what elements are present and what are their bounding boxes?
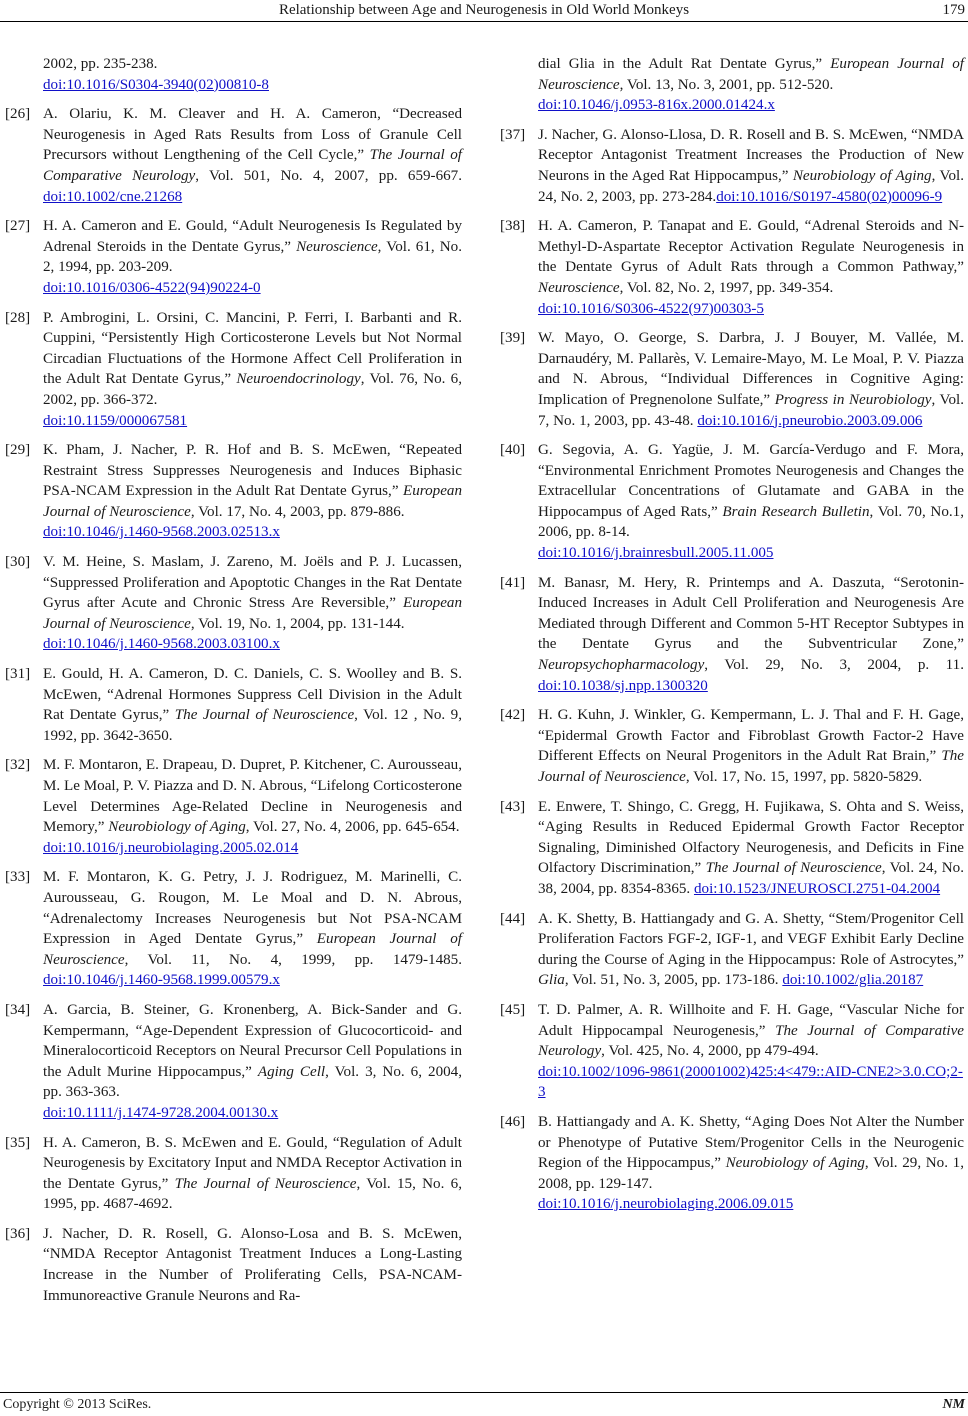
journal-title: The Journal of Neuroscience [705, 860, 882, 877]
reference-details: , Vol. 27, No. 4, 2006, pp. 645-654. [245, 819, 460, 836]
reference-number: [26] [5, 106, 31, 123]
reference-text [43, 308, 462, 432]
reference-details: , Vol. 19, No. 1, 2004, pp. 131-144. [190, 615, 405, 632]
journal-title: Neurobiology of Aging [108, 819, 246, 836]
journal-title: Neuroendocrinology [236, 371, 361, 388]
reference-details: , Vol. 29, No. 3, 2004, p. 11. [704, 657, 964, 674]
reference-citation: A. Garcia, B. Steiner, G. Kronenberg, A. Bick-Sander and G. Kempermann, “Age-Dependent Expression of Glucocorticoid- and Mineralocorticoid Receptors on Neural Precursor Cell Populations in the Adult Murine Hippocampus,” [43, 1001, 462, 1080]
reference-text [538, 909, 964, 991]
reference-details: , Vol. 7, No. 1, 2003, pp. 43-48. [538, 391, 965, 429]
reference-citation: A. Olariu, K. M. Cleaver and H. A. Cameron, “Decreased Neurogenesis in Aged Rats Results from Loss of Granule Cell Precursors without Lengthening of the Cell Cycle,” [43, 106, 462, 164]
reference-entry [5, 867, 462, 991]
journal-title: Neuroscience [296, 238, 378, 255]
doi-link[interactable]: doi:10.1016/S0197-4580(02)00096-9 [716, 188, 943, 205]
reference-details: , Vol. 29, No. 1, 2008, pp. 129-147. [538, 1155, 964, 1192]
doi-link[interactable]: doi:10.1002/glia.20187 [782, 972, 924, 989]
doi-link[interactable]: doi:10.1016/S0304-3940(02)00810-8 [43, 76, 269, 93]
reference-entry [500, 125, 964, 207]
reference-citation: M. F. Montaron, K. G. Petry, J. J. Rodriguez, M. Marinelli, C. Aurousseau, G. Rougon, M. Le Moal and D. N. Abrous, “Adrenalectomy Increases Neurogenesis but Not PSA-NCAM Expression in Aged Dentate Gyrus,” [43, 869, 462, 948]
reference-entry [500, 216, 964, 319]
reference-text [538, 125, 964, 207]
running-header-title: Relationship between Age and Neurogenesis in Old World Monkeys [278, 2, 690, 18]
doi-link[interactable]: doi:10.1038/sj.npp.1300320 [538, 677, 708, 694]
reference-list-right-column [500, 54, 964, 1215]
reference-number: [28] [5, 309, 31, 326]
reference-details: , Vol. 70, No.1, 2006, pp. 8-14. [538, 503, 964, 541]
reference-details: , Vol. 51, No. 3, 2005, pp. 173-186. [564, 972, 783, 989]
reference-text [43, 755, 462, 858]
reference-entry [5, 308, 462, 432]
reference-citation: 2002, pp. 235-238. [43, 56, 158, 72]
journal-title: The Journal of Neuroscience [174, 1175, 357, 1192]
reference-number: [40] [500, 442, 526, 459]
reference-text [43, 54, 462, 95]
reference-citation: H. A. Cameron, B. S. McEwen and E. Gould, “Regulation of Adult Neurogenesis by Excitatory Input and NMDA Receptor Activation in the Dentate Gyrus,” [43, 1134, 462, 1192]
reference-details: , Vol. 76, No. 6, 2002, pp. 366-372. [43, 371, 462, 408]
reference-number: [44] [500, 910, 526, 927]
doi-link[interactable]: doi:10.1016/j.pneurobio.2003.09.006 [697, 412, 923, 429]
reference-entry [500, 328, 964, 431]
reference-text [43, 1000, 462, 1124]
doi-link[interactable]: doi:10.1016/j.brainresbull.2005.11.005 [538, 545, 774, 562]
reference-details: , Vol. 17, No. 15, 1997, pp. 5820-5829. [685, 769, 923, 785]
header-divider [0, 21, 968, 22]
doi-link[interactable]: doi:10.1016/0306-4522(94)90224-0 [43, 279, 261, 296]
reference-details: , Vol. 501, No. 4, 2007, pp. 659-667. [195, 167, 462, 184]
reference-citation: K. Pham, J. Nacher, P. R. Hof and B. S. McEwen, “Repeated Restraint Stress Suppresses Neurogenesis and Induces Biphasic PSA-NCAM Expression in the Adult Rat Dentate Gyrus,” [43, 442, 462, 500]
reference-entry [500, 909, 964, 991]
reference-text [43, 440, 462, 543]
reference-citation: W. Mayo, O. George, S. Darbra, J. J Bouyer, M. Vallée, M. Darnaudéry, M. Pallarès, V. Lemaire-Mayo, M. Le Moal, P. V. Piazza and N. Abrous, “Individual Differences in Cognitive Aging: Implication of Pregnenolone Sulfate,” [538, 330, 964, 408]
reference-citation: T. D. Palmer, A. R. Willhoite and F. H. Gage, “Vascular Niche for Adult Hippocampal Neurogenesis,” [538, 1001, 964, 1039]
reference-text [538, 797, 964, 900]
reference-text [43, 867, 462, 991]
reference-entry [5, 1133, 462, 1215]
journal-title: The Journal of Comparative Neurology [538, 1022, 964, 1060]
reference-citation: M. F. Montaron, E. Drapeau, D. Dupret, P. Kitchener, C. Aurousseau, M. Le Moal, P. V. Piazza and D. N. Abrous, “Lifelong Corticosterone Level Determines Age-Related Decline in Neurogenesis and Memory,” [43, 757, 462, 836]
reference-text [538, 328, 964, 431]
reference-number: [27] [5, 218, 31, 235]
reference-citation: J. Nacher, G. Alonso-Llosa, D. R. Rosell and B. S. McEwen, “NMDA Receptor Antagonist Treatment Increases the Production of New Neurons in the Aged Rat Hippocampus,” [538, 126, 964, 184]
journal-title: European Journal of Neuroscience [43, 595, 462, 632]
journal-title: Neurobiology of Aging [792, 167, 932, 184]
reference-entry [500, 54, 964, 116]
doi-link[interactable]: doi:10.1016/j.neurobiolaging.2006.09.015 [538, 1196, 794, 1213]
reference-number: [35] [5, 1134, 31, 1151]
reference-text [538, 216, 964, 319]
reference-text [43, 216, 462, 298]
reference-citation: P. Ambrogini, L. Orsini, C. Mancini, P. Ferri, I. Barbanti and R. Cuppini, “Persistently High Corticosterone Levels but Not Normal Circadian Fluctuations of the Hormone Affect Cell Proliferation in the Adult Rat Dentate Gyrus,” [43, 309, 462, 388]
reference-number: [31] [5, 666, 31, 683]
reference-citation: A. K. Shetty, B. Hattiangady and G. A. Shetty, “Stem/Progenitor Cell Proliferation Factors FGF-2, IGF-1, and VEGF Exhibit Early Decline during the Course of Aging in the Hippocampus: Role of Astrocytes,” [538, 910, 964, 968]
reference-number: [43] [500, 798, 526, 815]
reference-entry [500, 1112, 964, 1215]
reference-number: [30] [5, 554, 31, 571]
doi-link[interactable]: doi:10.1046/j.1460-9568.2003.02513.x [43, 524, 280, 541]
reference-text [538, 440, 964, 564]
journal-title: Neuroscience [538, 279, 620, 296]
reference-number: [29] [5, 442, 31, 459]
reference-details: , Vol. 11, No. 4, 1999, pp. 1479-1485. [124, 951, 462, 968]
journal-title: Progress in Neurobiology [774, 391, 932, 408]
reference-number: [33] [5, 869, 31, 886]
reference-details: , Vol. 3, No. 6, 2004, pp. 363-363. [43, 1063, 462, 1101]
reference-number: [45] [500, 1001, 526, 1018]
reference-number: [46] [500, 1113, 526, 1130]
reference-entry [5, 440, 462, 543]
reference-details: , Vol. 24, No. 2, 2003, pp. 273-284. [538, 167, 964, 205]
reference-number: [39] [500, 330, 526, 347]
doi-link[interactable]: doi:10.1002/1096-9861(20001002)425:4<479::AID-CNE2>3.0.CO;2-3 [538, 1063, 963, 1101]
doi-link[interactable]: doi:10.1016/j.neurobiolaging.2005.02.014 [43, 839, 299, 856]
journal-title: The Journal of Neuroscience [538, 748, 964, 785]
journal-title: European Journal of Neuroscience [43, 483, 462, 520]
reference-citation: E. Enwere, T. Shingo, C. Gregg, H. Fujikawa, S. Ohta and S. Weiss, “Aging Results in Reduced Epidermal Growth Factor Receptor Signaling, Diminished Olfactory Neurogenesis, and Deficits in Fine Olfactory Discrimination,” [538, 798, 964, 877]
reference-number: [41] [500, 574, 526, 591]
footer-divider [0, 1392, 968, 1393]
reference-details: , Vol. 17, No. 4, 2003, pp. 879-886. [190, 503, 405, 520]
doi-link[interactable]: doi:10.1002/cne.21268 [43, 188, 183, 205]
reference-citation: H. A. Cameron, P. Tanapat and E. Gould, “Adrenal Steroids and N-Methyl-D-Aspartate Receptor Activation Regulate Neurogenesis in the Dentate Gyrus of Adult Rats through a Common Pathway,” [538, 218, 964, 276]
reference-citation: H. G. Kuhn, J. Winkler, G. Kempermann, L. J. Thal and F. H. Gage, “Epidermal Growth Factor and Fibroblast Growth Factor-2 Have Different Effects on Neural Progenitors in the Adult Rat Brain,” [538, 707, 964, 765]
reference-number: [42] [500, 707, 526, 724]
reference-citation: V. M. Heine, S. Maslam, J. Zareno, M. Joëls and P. J. Lucassen, “Suppressed Proliferation and Apoptotic Changes in the Rat Dentate Gyrus after Acute and Chronic Stress Are Reversible,” [43, 554, 462, 612]
journal-title: Neurobiology of Aging [725, 1155, 865, 1172]
journal-title: European Journal of Neuroscience [538, 56, 964, 93]
reference-citation: H. A. Cameron and E. Gould, “Adult Neurogenesis Is Regulated by Adrenal Steroids in the Dentate Gyrus,” [43, 218, 462, 255]
reference-citation: dial Glia in the Adult Rat Dentate Gyrus,” [538, 56, 831, 72]
reference-entry [500, 573, 964, 697]
doi-link[interactable]: doi:10.1159/000067581 [43, 412, 188, 429]
reference-citation: G. Segovia, A. G. Yagüe, J. M. García-Verdugo and F. Mora, “Environmental Enrichment Promotes Neurogenesis and Changes the Extracellular Concentrations of Glutamate and GABA in the Hippocampus of Aged Rats,” [538, 442, 964, 520]
journal-abbreviation: NM [942, 1397, 965, 1412]
reference-text [538, 573, 964, 697]
doi-link[interactable]: doi:10.1016/S0306-4522(97)00303-5 [538, 300, 764, 317]
reference-entry [5, 755, 462, 858]
reference-number: [37] [500, 126, 526, 143]
reference-number: [34] [5, 1001, 31, 1018]
reference-entry [500, 797, 964, 900]
reference-entry [500, 1000, 964, 1103]
page-number: 179 [942, 2, 965, 18]
doi-link[interactable]: doi:10.1523/JNEUROSCI.2751-04.2004 [693, 880, 941, 897]
journal-title: The Journal of Neuroscience [174, 707, 355, 724]
reference-details: , Vol. 12 , No. 9, 1992, pp. 3642-3650. [43, 707, 462, 744]
doi-link[interactable]: doi:10.1046/j.0953-816x.2000.01424.x [538, 97, 775, 114]
reference-details: , Vol. 82, No. 2, 1997, pp. 349-354. [619, 279, 834, 296]
reference-details: , Vol. 24, No. 38, 2004, pp. 8354-8365. [538, 860, 964, 897]
reference-list-left-column [5, 54, 462, 1306]
reference-number: [36] [5, 1225, 31, 1242]
reference-number: [32] [5, 757, 31, 774]
reference-entry [5, 1000, 462, 1124]
reference-text [43, 104, 462, 207]
reference-citation: B. Hattiangady and A. K. Shetty, “Aging Does Not Alter the Number or Phenotype of Putative Stem/Progenitor Cells in the Neurogenic Region of the Hippocampus,” [538, 1113, 964, 1172]
reference-entry [5, 54, 462, 95]
journal-title: Brain Research Bulletin [722, 503, 870, 520]
reference-details: , Vol. 425, No. 4, 2000, pp 479-494. [601, 1043, 819, 1060]
reference-entry [5, 664, 462, 746]
reference-text [538, 1112, 964, 1215]
reference-entry [5, 1224, 462, 1306]
reference-citation: J. Nacher, D. R. Rosell, G. Alonso-Losa and B. S. McEwen, “NMDA Receptor Antagonist Treatment Induces a Long-Lasting Increase in the Number of Proliferating Cells, PSA-NCAM-Immunoreactive Granule Neurons and Ra- [43, 1225, 462, 1304]
journal-title: The Journal of Comparative Neurology [43, 147, 462, 184]
reference-text [538, 1000, 964, 1103]
reference-details: , Vol. 61, No. 2, 1994, pp. 203-209. [43, 238, 462, 276]
journal-title: Aging Cell [257, 1063, 326, 1080]
journal-title: Neuropsychopharmacology [538, 657, 705, 674]
reference-citation: E. Gould, H. A. Cameron, D. C. Daniels, C. S. Woolley and B. S. McEwen, “Adrenal Hormones Suppress Cell Division in the Adult Rat Dentate Gyrus,” [43, 666, 462, 724]
reference-details: , Vol. 13, No. 3, 2001, pp. 512-520. [619, 76, 834, 93]
reference-number: [38] [500, 218, 526, 235]
journal-title: European Journal of Neuroscience [43, 931, 462, 968]
reference-entry [500, 705, 964, 787]
doi-link[interactable]: doi:10.1046/j.1460-9568.1999.00579.x [43, 972, 280, 989]
reference-entry [5, 216, 462, 298]
reference-text [43, 664, 462, 746]
reference-details: , Vol. 15, No. 6, 1995, pp. 4687-4692. [43, 1175, 462, 1213]
reference-text [538, 705, 964, 787]
reference-entry [5, 552, 462, 655]
copyright-notice: Copyright © 2013 SciRes. [3, 1397, 152, 1412]
reference-text [43, 552, 462, 655]
journal-title: Glia [538, 972, 565, 989]
reference-text [43, 1133, 462, 1215]
reference-text [43, 1224, 462, 1306]
reference-text [538, 54, 964, 116]
reference-entry [500, 440, 964, 564]
reference-entry [5, 104, 462, 207]
reference-citation: M. Banasr, M. Hery, R. Printemps and A. Daszuta, “Serotonin-Induced Increases in Adult Cell Proliferation and Neurogenesis Are Mediated through Different and Common 5-HT Receptor Subtypes in the Dentate Gyrus and the Subventricular Zone,” [538, 574, 964, 653]
doi-link[interactable]: doi:10.1111/j.1474-9728.2004.00130.x [43, 1104, 279, 1121]
doi-link[interactable]: doi:10.1046/j.1460-9568.2003.03100.x [43, 636, 280, 653]
